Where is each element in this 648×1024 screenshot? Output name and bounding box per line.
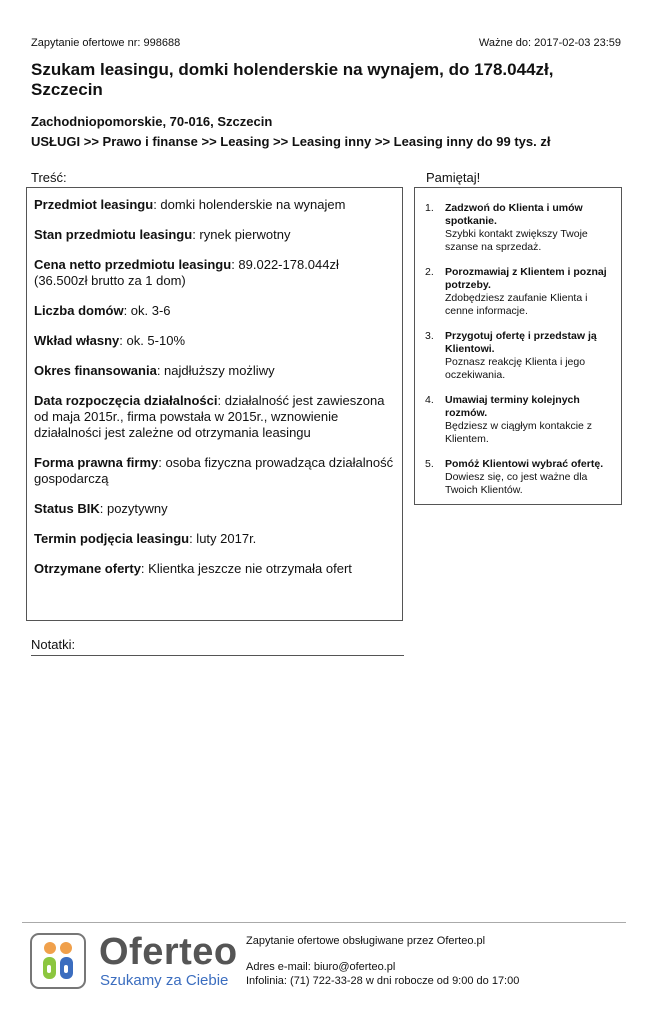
field-bik-status xyxy=(34,501,395,517)
item-number: 1. xyxy=(425,202,434,214)
page-title: Szukam leasingu, domki holenderskie na wynajem, do 178.044zł, Szczecin xyxy=(31,60,554,99)
field-label: Liczba domów xyxy=(34,303,124,318)
field-label: Termin podjęcia leasingu xyxy=(34,531,190,546)
item-text: Będziesz w ciągłym kontakcie z Klientem. xyxy=(445,420,593,445)
field-value: : najdłuższy możliwy xyxy=(156,363,275,378)
field-value: : luty 2017r. xyxy=(189,531,257,546)
remember-item xyxy=(423,266,615,318)
item-title: Porozmawiaj z Klientem i poznaj potrzeby. xyxy=(445,266,607,291)
field-value: : osoba fizyczna prowadząca działalność gospodarczą xyxy=(34,455,394,486)
field-label: Cena netto przedmiotu leasingu xyxy=(34,257,232,272)
field-value: : działalność jest zawieszona od maja 2015r., firma powstała w 2015r., wznowienie działalności jest zależne od otrzymania leasingu xyxy=(34,393,385,440)
field-legal-form xyxy=(34,455,395,487)
field-label: Przedmiot leasingu xyxy=(34,197,154,212)
field-value: : ok. 5-10% xyxy=(119,333,186,348)
item-number: 3. xyxy=(425,330,434,342)
field-object-condition xyxy=(34,227,395,243)
item-number: 2. xyxy=(425,266,434,278)
notes-line xyxy=(31,655,404,656)
item-title: Pomóż Klientowi wybrać ofertę. xyxy=(445,458,604,470)
field-financing-period xyxy=(34,363,395,379)
logo-slogan: Szukamy za Ciebie xyxy=(100,972,229,989)
location: Zachodniopomorskie, 70-016, Szczecin xyxy=(31,114,273,129)
field-business-start xyxy=(34,393,395,441)
footer-info xyxy=(246,934,519,988)
field-label: Forma prawna firmy xyxy=(34,455,159,470)
field-label: Okres finansowania xyxy=(34,363,157,378)
service-line: Zapytanie ofertowe obsługiwane przez Oferteo.pl xyxy=(246,935,486,947)
field-leasing-start xyxy=(34,531,395,547)
valid-until: Ważne do: 2017-02-03 23:59 xyxy=(478,37,621,49)
oferteo-logo xyxy=(30,928,240,994)
notes-label: Notatki: xyxy=(31,637,76,652)
item-number: 4. xyxy=(425,394,434,406)
item-title: Umawiaj terminy kolejnych rozmów. xyxy=(445,394,580,419)
field-value: : 89.022-178.044zł (36.500zł brutto za 1 dom) xyxy=(34,257,339,288)
field-house-count xyxy=(34,303,395,319)
remember-box xyxy=(414,187,622,505)
field-own-contribution xyxy=(34,333,395,349)
field-label: Status BIK xyxy=(34,501,100,516)
field-label: Data rozpoczęcia działalności xyxy=(34,393,218,408)
category-breadcrumb: USŁUGI >> Prawo i finanse >> Leasing >> Leasing inny >> Leasing inny do 99 tys. zł xyxy=(31,134,551,149)
content-box xyxy=(26,187,403,621)
email-line: Adres e-mail: biuro@oferteo.pl xyxy=(246,961,396,973)
item-text: Zdobędziesz zaufanie Klienta i cenne informacje. xyxy=(445,292,588,317)
item-text: Szybki kontakt zwiększy Twoje szanse na sprzedaż. xyxy=(445,228,588,253)
inquiry-number: Zapytanie ofertowe nr: 998688 xyxy=(31,37,181,49)
logo-people-icon xyxy=(32,935,84,987)
phone-line: Infolinia: (71) 722-33-28 w dni robocze od 9:00 do 17:00 xyxy=(246,975,520,987)
logo-badge-icon xyxy=(30,933,86,989)
logo-name: Oferteo xyxy=(99,931,238,973)
field-value: : domki holenderskie na wynajem xyxy=(153,197,346,212)
item-title: Zadzwoń do Klienta i umów spotkanie. xyxy=(445,202,583,227)
field-net-price xyxy=(34,257,395,289)
item-text: Poznasz reakcję Klienta i jego oczekiwania. xyxy=(445,356,586,381)
field-value: : pozytywny xyxy=(99,501,168,516)
field-received-offers xyxy=(34,561,395,577)
field-value: : ok. 3-6 xyxy=(123,303,171,318)
remember-heading: Pamiętaj! xyxy=(426,170,481,185)
item-title: Przygotuj ofertę i przedstaw ją Klientowi. xyxy=(445,330,597,355)
field-label: Otrzymane oferty xyxy=(34,561,141,576)
item-text: Dowiesz się, co jest ważne dla Twoich Klientów. xyxy=(445,471,588,496)
item-number: 5. xyxy=(425,458,434,470)
remember-list xyxy=(423,202,615,497)
field-value: : rynek pierwotny xyxy=(192,227,291,242)
field-label: Wkład własny xyxy=(34,333,120,348)
remember-item xyxy=(423,458,615,497)
field-leasing-object xyxy=(34,197,395,213)
remember-item xyxy=(423,202,615,254)
remember-item xyxy=(423,330,615,382)
footer-divider xyxy=(22,922,626,923)
field-value: : Klientka jeszcze nie otrzymała ofert xyxy=(140,561,352,576)
field-label: Stan przedmiotu leasingu xyxy=(34,227,193,242)
remember-item xyxy=(423,394,615,446)
content-heading: Treść: xyxy=(31,170,67,185)
